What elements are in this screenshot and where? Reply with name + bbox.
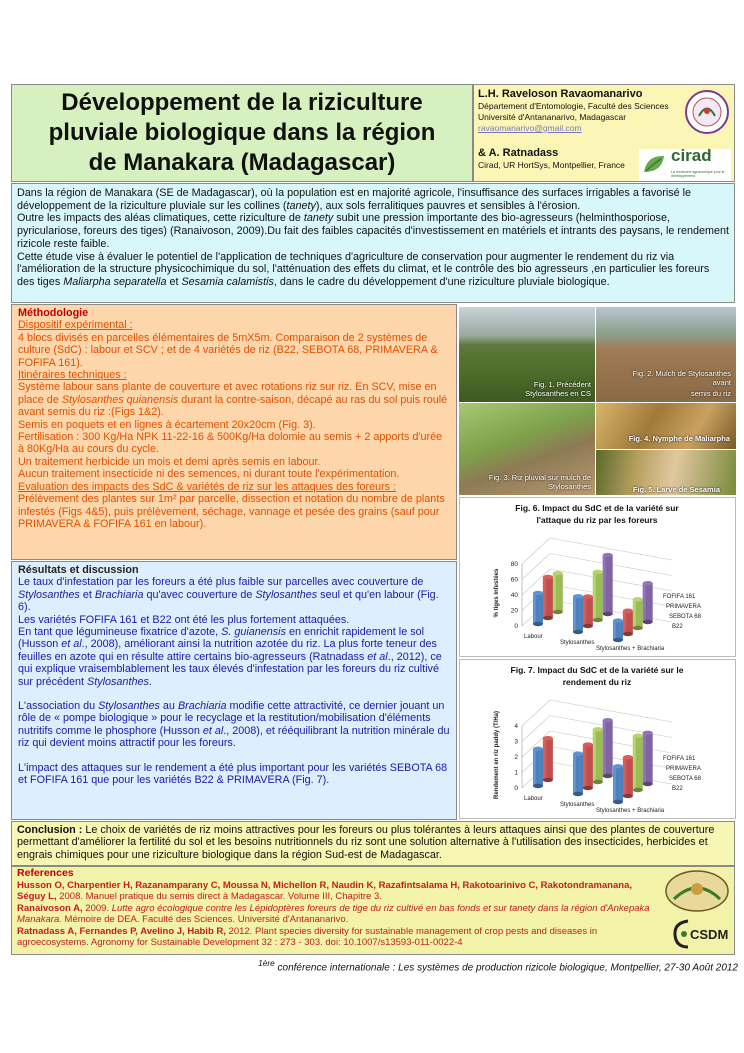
- results-paragraph: Les variétés FOFIFA 161 et B22 ont été les plus fortement attaquées.: [18, 613, 350, 626]
- caption-fig5: Fig. 5. Larve de Sesamia: [632, 485, 720, 494]
- bar-highlight: [593, 729, 596, 782]
- bar-bottom: [553, 610, 563, 614]
- chart-title-line: Fig. 7. Impact du SdC et de la variété sur le: [510, 665, 684, 675]
- series-label: PRIMAVERA: [666, 766, 701, 772]
- bar-highlight: [583, 597, 586, 626]
- methodology-sub-dispositif: Dispositif expérimental :: [18, 319, 133, 332]
- y-tick-label: 2: [514, 754, 518, 761]
- x-category-label: Labour: [524, 796, 543, 802]
- intro-paragraph-3: Cette étude vise à évaluer le potentiel de l'application de techniques d'agriculture de conservation pour augmenter le rendement du riz via l'amélioration de la structure physicochimique du sol, l'atténuation des effets du climat, et le contrôle des bio agresseurs ,en particulier les foreurs des tiges Maliarpha separatella et Sesamia calamistis, dans le cadre du développement d'une riziculture pluviale biologique.: [17, 250, 710, 288]
- series-label: B22: [672, 786, 683, 792]
- bar-bottom: [623, 632, 633, 636]
- bar-top: [573, 594, 583, 598]
- conclusion-text: Le choix de variétés de riz moins attractives pour les foreurs ou plus tolérantes à leurs attaques ainsi que des plantes de couverture permettant d'améliorer la fertilité du sol et les besoins nutritionnels du riz sont une solution alternative à l'utilisation des insecticides, herbicides et engrais chimiques pour une riziculture biologique dans la région Sud-est de Madagascar.: [17, 824, 715, 861]
- bar-bottom: [583, 786, 593, 790]
- methodology-line: Système labour sans plante de couverture et avec rotations riz sur riz. En SCV, mise en place de Stylosanthes quianensis durant la contre-saison, décapé au ras du sol puis roulé avant semis du riz :(Figs 1&2).: [18, 381, 448, 419]
- methodology-line: Prélèvement des plantes sur 1m² par parcelle, dissection et notation du nombre de plants infestés (Figs 4&5), puis prélèvement, séchage, vannage et pesée des grains (sauf pour PRIMAVERA & FOFIFA 161 en labour).: [18, 493, 445, 530]
- author1-name: L.H. Raveloson Ravaomanarivo: [478, 88, 643, 100]
- intro-paragraph-2: Outre les impacts des aléas climatiques, cette riziculture de tanety subit une pression importante des bio-agresseurs (helminthosporiose, pyriculariose, foreurs des tiges) (Ranaivoson, 2009).Du fait des faibles capacités d'investissement en matériels et intrants des paysans, le rendement rizicole reste faible.: [17, 212, 730, 250]
- gridline: [522, 700, 550, 726]
- bar-highlight: [603, 555, 606, 614]
- series-label: FOFIFA 161: [663, 756, 696, 762]
- bar-top: [583, 594, 593, 598]
- bar-top: [633, 734, 643, 738]
- chart-fig6-svg: [460, 498, 735, 656]
- bar-bottom: [593, 780, 603, 784]
- bar-highlight: [603, 720, 606, 776]
- bar-bottom: [613, 638, 623, 642]
- photo-fig4: [596, 403, 736, 449]
- results-paragraph: Le taux d'infestation par les foreurs a été plus faible sur parcelles avec couverture de Stylosanthes et Brachiaria qu'avec couverture de Stylosanthes seul et qu'en labour (Fig. 6).: [18, 576, 439, 614]
- title-line1: Développement de la riziculture: [61, 89, 423, 116]
- results-paragraph: En tant que légumineuse fixatrice d'azote, S. guianensis en enrichit rapidement le sol (Husson et al., 2008), améliorant ainsi la nutrition azotée du riz. La plus forte teneur des feuilles en azote qui en résulte attire certains bio-agresseurs (Ratnadass et al., 2012), ce qui explique vraisemblablement les taux élevés d'infestation par les foreurs du riz cultivé sur précédent Stylosanthes.: [18, 626, 442, 688]
- title-line3: de Manakara (Madagascar): [88, 149, 396, 176]
- gridline: [522, 538, 550, 564]
- bar-bottom: [543, 778, 553, 782]
- bar-bottom: [643, 782, 653, 786]
- bar-top: [633, 597, 643, 601]
- x-category-label: Stylosanthes: [560, 802, 595, 808]
- bar-highlight: [623, 611, 626, 634]
- y-tick-label: 40: [510, 592, 518, 599]
- bar-highlight: [543, 738, 546, 780]
- series-label: FOFIFA 161: [663, 594, 696, 600]
- intro-paragraph-1: Dans la région de Manakara (SE de Madagascar), où la population est en majorité agricole, l'insuffisance des surfaces irrigables a favorisé le développement de la riziculture pluviale sur les collines (tanety), aux sols ferralitiques pauvres et sensibles à l'érosion.: [17, 187, 692, 212]
- caption-fig2a: Fig. 2. Mulch de Stylosanthes avant: [632, 369, 731, 387]
- bar-top: [573, 752, 583, 756]
- bar-bottom: [633, 626, 643, 630]
- references-heading: References: [17, 867, 74, 879]
- leaf-icon: [641, 152, 667, 178]
- chart-fig6: [459, 497, 736, 657]
- csdm-wordmark: CSDM: [690, 927, 729, 942]
- bar-highlight: [573, 754, 576, 794]
- methodology-section: [11, 304, 457, 560]
- y-tick-label: 1: [514, 769, 518, 777]
- chart-fig7: [459, 659, 736, 819]
- authors-box: [473, 84, 735, 182]
- x-category-label: Labour: [524, 634, 543, 640]
- results-heading: Résultats et discussion: [18, 564, 139, 576]
- conclusion-section: [11, 821, 735, 866]
- bar-bottom: [573, 630, 583, 634]
- bar-highlight: [613, 621, 616, 640]
- footer-conference: [150, 958, 738, 973]
- bar-top: [613, 764, 623, 768]
- bar-highlight: [623, 757, 626, 796]
- y-tick-label: 60: [510, 576, 518, 584]
- bar-top: [553, 571, 563, 575]
- scrid-logo: [664, 869, 730, 913]
- x-category-label: Stylosanthes + Brachiaria: [596, 646, 665, 652]
- chart-title-line: rendement du riz: [562, 677, 632, 687]
- bar-bottom: [533, 622, 543, 626]
- bar-top: [643, 731, 653, 735]
- bar-top: [643, 581, 653, 585]
- bar-highlight: [593, 572, 596, 620]
- methodology-line: Un traitement herbicide un mois et demi après semis en labour.: [18, 455, 321, 468]
- bar-top: [623, 609, 633, 613]
- bar-bottom: [593, 618, 603, 622]
- photo-fig5: [596, 450, 736, 495]
- references-section: [11, 866, 735, 955]
- results-section: [11, 561, 457, 820]
- title-line2: pluviale biologique dans la région: [48, 119, 436, 146]
- y-tick-label: 4: [514, 723, 518, 730]
- bar-top: [593, 570, 603, 574]
- csdm-logo: [672, 917, 736, 953]
- methodology-line: Semis en poquets et en lignes à écartement 20x20cm (Fig. 3).: [18, 418, 316, 431]
- methodology-heading: Méthodologie: [18, 307, 89, 319]
- author2-name: & A. Ratnadass: [478, 147, 559, 159]
- conclusion-label: Conclusion :: [17, 824, 86, 836]
- bar-top: [543, 736, 553, 740]
- bar-highlight: [583, 745, 586, 788]
- introduction-section: [11, 183, 735, 303]
- x-category-label: Stylosanthes: [560, 640, 595, 646]
- chart-y-label: % tiges infestées: [494, 568, 500, 618]
- series-label: PRIMAVERA: [666, 604, 701, 610]
- footer-text: conférence internationale : Les systèmes de production rizicole biologique, Montpellier, 27-30 Août 2012: [274, 962, 738, 974]
- bar-bottom: [643, 620, 653, 624]
- bar-bottom: [623, 794, 633, 798]
- author1-affiliation1: Département d'Entomologie, Faculté des Sciences: [478, 101, 669, 111]
- bar-highlight: [643, 583, 646, 622]
- chart-title-line: l'attaque du riz par les foreurs: [536, 515, 658, 525]
- bar-highlight: [533, 593, 536, 624]
- series-label: B22: [672, 624, 683, 630]
- poster-title: [11, 84, 473, 182]
- photo-fig2: [596, 307, 736, 402]
- y-tick-label: 0: [514, 785, 518, 792]
- caption-fig3: Fig. 3. Riz pluvial sur mulch de Stylosanthes: [488, 473, 591, 491]
- bar-top: [603, 718, 613, 722]
- x-category-label: Stylosanthes + Brachiaria: [596, 808, 665, 814]
- chart-y-label: Rendement en riz paddy (T/Ha): [494, 710, 500, 800]
- caption-fig1: Fig. 1. Précédent Stylosanthes en CS: [525, 380, 591, 398]
- bar-top: [613, 618, 623, 622]
- bar-highlight: [543, 577, 546, 618]
- y-tick-label: 3: [514, 738, 518, 746]
- bar-bottom: [613, 800, 623, 804]
- bar-top: [583, 742, 593, 746]
- author1-email[interactable]: ravaomanarivo@gmail.com: [478, 123, 582, 133]
- bar-highlight: [643, 733, 646, 784]
- bar-top: [593, 727, 603, 731]
- author1-affiliation2: Université d'Antananarivo, Madagascar: [478, 112, 627, 122]
- bar-top: [623, 755, 633, 759]
- photo-fig3: [459, 403, 595, 495]
- bar-bottom: [583, 624, 593, 628]
- results-paragraph: L'association du Stylosanthes au Brachiaria modifie cette attractivité, ce dernier jouant un rôle de « pompe biologique » pour le recyclage et la restitution/mobilisation d'éléments nutritifs comme le phosphore (Husson et al., 2008), et rééquilibrant la nutrition minérale du riz qui devient moins attractif pour les foreurs.: [18, 700, 450, 750]
- bar-bottom: [573, 792, 583, 796]
- bar-bottom: [533, 784, 543, 788]
- bar-highlight: [553, 573, 556, 612]
- bar-top: [533, 747, 543, 751]
- csdm-emblem-icon: [672, 917, 692, 951]
- bar-top: [603, 553, 613, 557]
- university-seal-logo: [684, 89, 730, 135]
- series-label: SEBOTA 68: [669, 614, 701, 620]
- cirad-tagline: La recherche agronomique pour le développement: [671, 170, 725, 178]
- bar-highlight: [633, 599, 636, 628]
- methodology-sub-evaluation: Evaluation des impacts des SdC & variétés de riz sur les attaques des foreurs :: [18, 480, 397, 493]
- bar-highlight: [573, 596, 576, 632]
- bar-highlight: [613, 766, 616, 802]
- caption-fig4: Fig. 4. Nymphe de Maliarpha: [628, 434, 730, 443]
- methodology-line: Fertilisation : 300 Kg/Ha NPK 11-22-16 & 500Kg/Ha dolomie au semis + 2 apports d'urée à 80Kg/Ha au cours du cycle.: [18, 431, 443, 456]
- y-tick-label: 0: [514, 623, 518, 630]
- caption-fig2b: semis du riz: [690, 389, 731, 398]
- y-tick-label: 20: [510, 607, 518, 615]
- y-tick-label: 80: [510, 561, 518, 568]
- footer-superscript: 1ère: [258, 958, 275, 968]
- bar-top: [543, 575, 553, 579]
- cirad-wordmark: cirad: [671, 146, 712, 165]
- chart-title-line: Fig. 6. Impact du SdC et de la variété sur: [515, 503, 679, 513]
- methodology-line: 4 blocs divisés en parcelles élémentaires de 5mX5m. Comparaison de 2 systèmes de culture (SdC) : labour et SCV ; et de 4 variétés de riz (B22, SEBOTA 68, PRIMAVERA & FOFIFA 161).: [18, 331, 438, 369]
- series-label: SEBOTA 68: [669, 776, 701, 782]
- methodology-line: Aucun traitement insecticide ni des semences, ni durant toute l'expérimentation.: [18, 468, 400, 481]
- author2-affiliation: Cirad, UR HortSys, Montpellier, France: [478, 160, 625, 170]
- bar-bottom: [603, 774, 613, 778]
- reference-item: Husson O, Charpentier H, Razanamparany C, Moussa N, Michellon R, Naudin K, Razafintsalama H, Rakotoarinivo C, Rakotondramanana, Séguy L, 2008. Manuel pratique du semis direct à Madagascar. Volume III, Chapitre 3.: [17, 879, 632, 902]
- bar-highlight: [533, 749, 536, 786]
- methodology-sub-itineraires: Itinéraires techniques :: [18, 369, 127, 382]
- bar-top: [533, 591, 543, 595]
- bar-bottom: [543, 616, 553, 620]
- bar-bottom: [633, 788, 643, 792]
- reference-item: Ratnadass A, Fernandes P, Avelino J, Habib R, 2012. Plant species diversity for sustainable management of crop pests and diseases in agroecosystems. Agronomy for Sustainable Development 32 : 273 - 303. doi: 10.1007/s13593-011-0022-4: [17, 925, 598, 948]
- photo-fig1: [459, 307, 595, 402]
- chart-fig7-svg: [460, 660, 735, 818]
- cirad-logo: [639, 146, 731, 181]
- results-paragraph: L'impact des attaques sur le rendement a été plus important pour les variétés SEBOTA 68 et FOFIFA 161 que pour les variétés B22 & PRIMAVERA (Fig. 7).: [18, 761, 448, 787]
- bar-bottom: [603, 612, 613, 616]
- bar-highlight: [633, 736, 636, 790]
- title-text: [49, 88, 436, 178]
- reference-item: Ranaivoson A, 2009. Lutte agro écologique contre les Lépidoptères foreurs de tige du riz cultivé en bas fonds et sur tanety dans la région d'Ankepaka Manakara. Mémoire de DEA. Faculté des Sciences. Université d'Antananarivo.: [17, 902, 650, 925]
